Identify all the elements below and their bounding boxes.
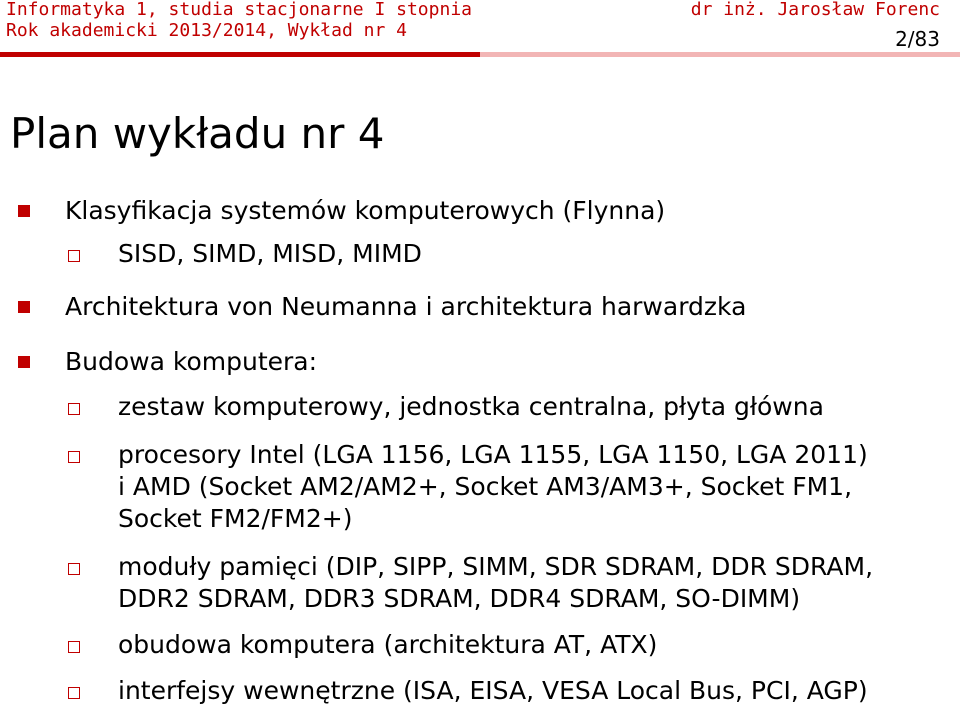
header-author: dr inż. Jarosław Forenc	[690, 0, 940, 20]
hollow-square-bullet-icon	[68, 563, 80, 575]
list-item-obudowa: obudowa komputera (architektura AT, ATX)	[118, 630, 658, 659]
filled-square-bullet-icon	[18, 356, 30, 368]
page-title: Plan wykładu nr 4	[10, 109, 385, 158]
hollow-square-bullet-icon	[68, 250, 80, 262]
procesory-line-3: Socket FM2/FM2+)	[118, 504, 353, 533]
list-item-procesory	[118, 439, 868, 535]
list-item-architecture: Architektura von Neumanna i architektura harwardzka	[65, 292, 747, 321]
header-divider	[0, 52, 960, 57]
list-item-pamieci	[118, 551, 873, 615]
page-number: 2/83	[895, 27, 940, 51]
header-year: Rok akademicki 2013/2014, Wykład nr 4	[6, 20, 407, 41]
divider-dark	[0, 52, 480, 57]
header-course: Informatyka 1, studia stacjonarne I stopnia	[6, 0, 472, 20]
filled-square-bullet-icon	[18, 205, 30, 217]
list-item-interfejsy: interfejsy wewnętrzne (ISA, EISA, VESA Local Bus, PCI, AGP)	[118, 676, 868, 705]
procesory-line-2: i AMD (Socket AM2/AM2+, Socket AM3/AM3+, Socket FM1,	[118, 472, 853, 501]
pamieci-line-2: DDR2 SDRAM, DDR3 SDRAM, DDR4 SDRAM, SO-DIMM)	[118, 584, 801, 613]
procesory-line-1: procesory Intel (LGA 1156, LGA 1155, LGA 1150, LGA 2011)	[118, 440, 868, 469]
hollow-square-bullet-icon	[68, 451, 80, 463]
divider-light	[480, 52, 960, 57]
pamieci-line-1: moduły pamięci (DIP, SIPP, SIMM, SDR SDRAM, DDR SDRAM,	[118, 552, 874, 581]
list-item-flynn: Klasyfikacja systemów komputerowych (Flynna)	[65, 196, 666, 225]
filled-square-bullet-icon	[18, 301, 30, 313]
list-item-sisd: SISD, SIMD, MISD, MIMD	[118, 239, 422, 268]
list-item-budowa: Budowa komputera:	[65, 347, 318, 376]
hollow-square-bullet-icon	[68, 403, 80, 415]
hollow-square-bullet-icon	[68, 641, 80, 653]
hollow-square-bullet-icon	[68, 687, 80, 699]
list-item-zestaw: zestaw komputerowy, jednostka centralna, płyta główna	[118, 392, 824, 421]
